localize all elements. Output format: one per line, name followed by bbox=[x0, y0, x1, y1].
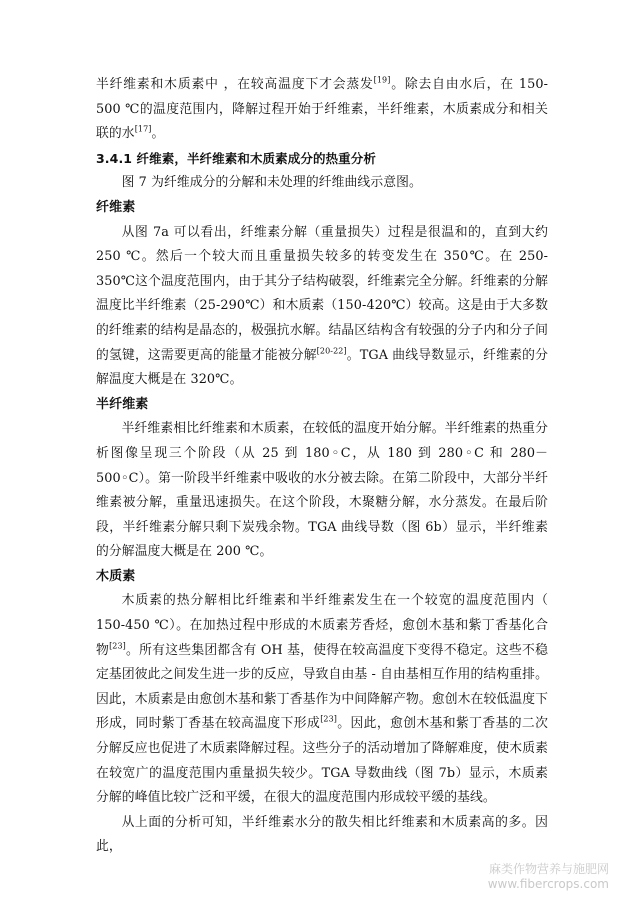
paragraph-conclusion: 从上面的分析可知，半纤维素水分的散失相比纤维素和木质素高的多。因此， bbox=[96, 814, 548, 855]
paragraph-lignin bbox=[96, 589, 548, 810]
text-run: 。 bbox=[151, 126, 165, 142]
watermark-site-name: 麻类作物营养与施肥网 bbox=[488, 862, 609, 876]
paragraph-intro bbox=[96, 73, 548, 147]
text-run: 。TGA 曲线导数显示，纤维素的分解温度大概是在 320℃。 bbox=[96, 347, 548, 388]
heading-cellulose: 纤维素 bbox=[96, 199, 136, 215]
citation-ref: [19] bbox=[373, 75, 391, 85]
text-run: 半纤维素和木质素中 ，在较高温度下才会蒸发 bbox=[96, 77, 374, 92]
heading-hemicellulose: 半纤维素 bbox=[96, 396, 149, 412]
citation-ref: [20-22] bbox=[316, 346, 347, 356]
section-heading-3-4-1: 3.4.1 纤维素，半纤维素和木质素成分的热重分析 bbox=[96, 150, 376, 166]
text-run: 从图 7a 可以看出，纤维素分解（重量损失）过程是很温和的，直到大约 250 ℃。然后一个较大而且重量损失较多的转变发生在 350℃。在 250-350℃这个温度范围内，由于其分子结构破裂，纤维素完全分解。纤维素的分解温度比半纤维素（25-290℃）和木质素（150-420℃）较高。这是由于大多数的纤维素的结构是晶态的，极强抗水解。结晶区结构含有较强的分子内和分子间的氢键，这需要更高的能量才能被分解 bbox=[96, 224, 548, 363]
text-run: 。所有这些集团都含有 OH 基，使得在较高温度下变得不稳定。这些不稳定基团彼此之间发生进一步的反应，导致自由基 - 自由基相互作用的结构重排。因此，木质素是由愈创木基和紫丁香基作为中间降解产物。愈创木在较低温度下形成，同时紫丁香基在较高温度下形成 bbox=[96, 642, 548, 732]
text-run: 。除去自由水后，在 150-500 ℃的温度范围内，降解过程开始于纤维素，半纤维素，木质素成分和相关联的水 bbox=[96, 77, 548, 142]
paragraph-figure-7: 图 7 为纤维成分的分解和未处理的纤维曲线示意图。 bbox=[121, 175, 422, 191]
paragraph-hemicellulose: 半纤维素相比纤维素和木质素，在较低的温度开始分解。半纤维素的热重分析图像呈现三个阶段（从 25 到 180◦C，从 180 到 280◦C 和 280－500◦C）。第一阶段半纤维素中吸收的水分被去除。在第二阶段中，大部分半纤维素被分解，重量迅速损失。在这个阶段，木聚糖分解，水分蒸发。在最后阶段，半纤维素分解只剩下炭残余物。TGA 曲线导数（图 6b）显示，半纤维素的分解温度大概是在 200 ℃。 bbox=[96, 421, 548, 560]
heading-lignin: 木质素 bbox=[96, 568, 136, 584]
text-run: 。因此，愈创木基和紫丁香基的二次分解反应也促进了木质素降解过程。这些分子的活动增加了降解难度，使木质素在较宽广的温度范围内重量损失较少。TGA 导数曲线（图 7b）显示，木质素分解的峰值比较广泛和平缓，在很大的温度范围内形成较平缓的基线。 bbox=[96, 716, 549, 806]
citation-ref: [23] bbox=[320, 715, 338, 725]
text-run: 木质素的热分解相比纤维素和半纤维素发生在一个较宽的温度范围内（ 150-450 ℃）。在加热过程中形成的木质素芳香烃，愈创木基和紫丁香基化合物 bbox=[96, 593, 548, 658]
citation-ref: [17] bbox=[134, 124, 152, 134]
paragraph-cellulose bbox=[96, 221, 548, 393]
site-watermark bbox=[488, 862, 609, 892]
document-body bbox=[96, 73, 548, 860]
citation-ref: [23] bbox=[109, 641, 126, 651]
watermark-site-url: www.fibercrops.com bbox=[487, 877, 609, 891]
